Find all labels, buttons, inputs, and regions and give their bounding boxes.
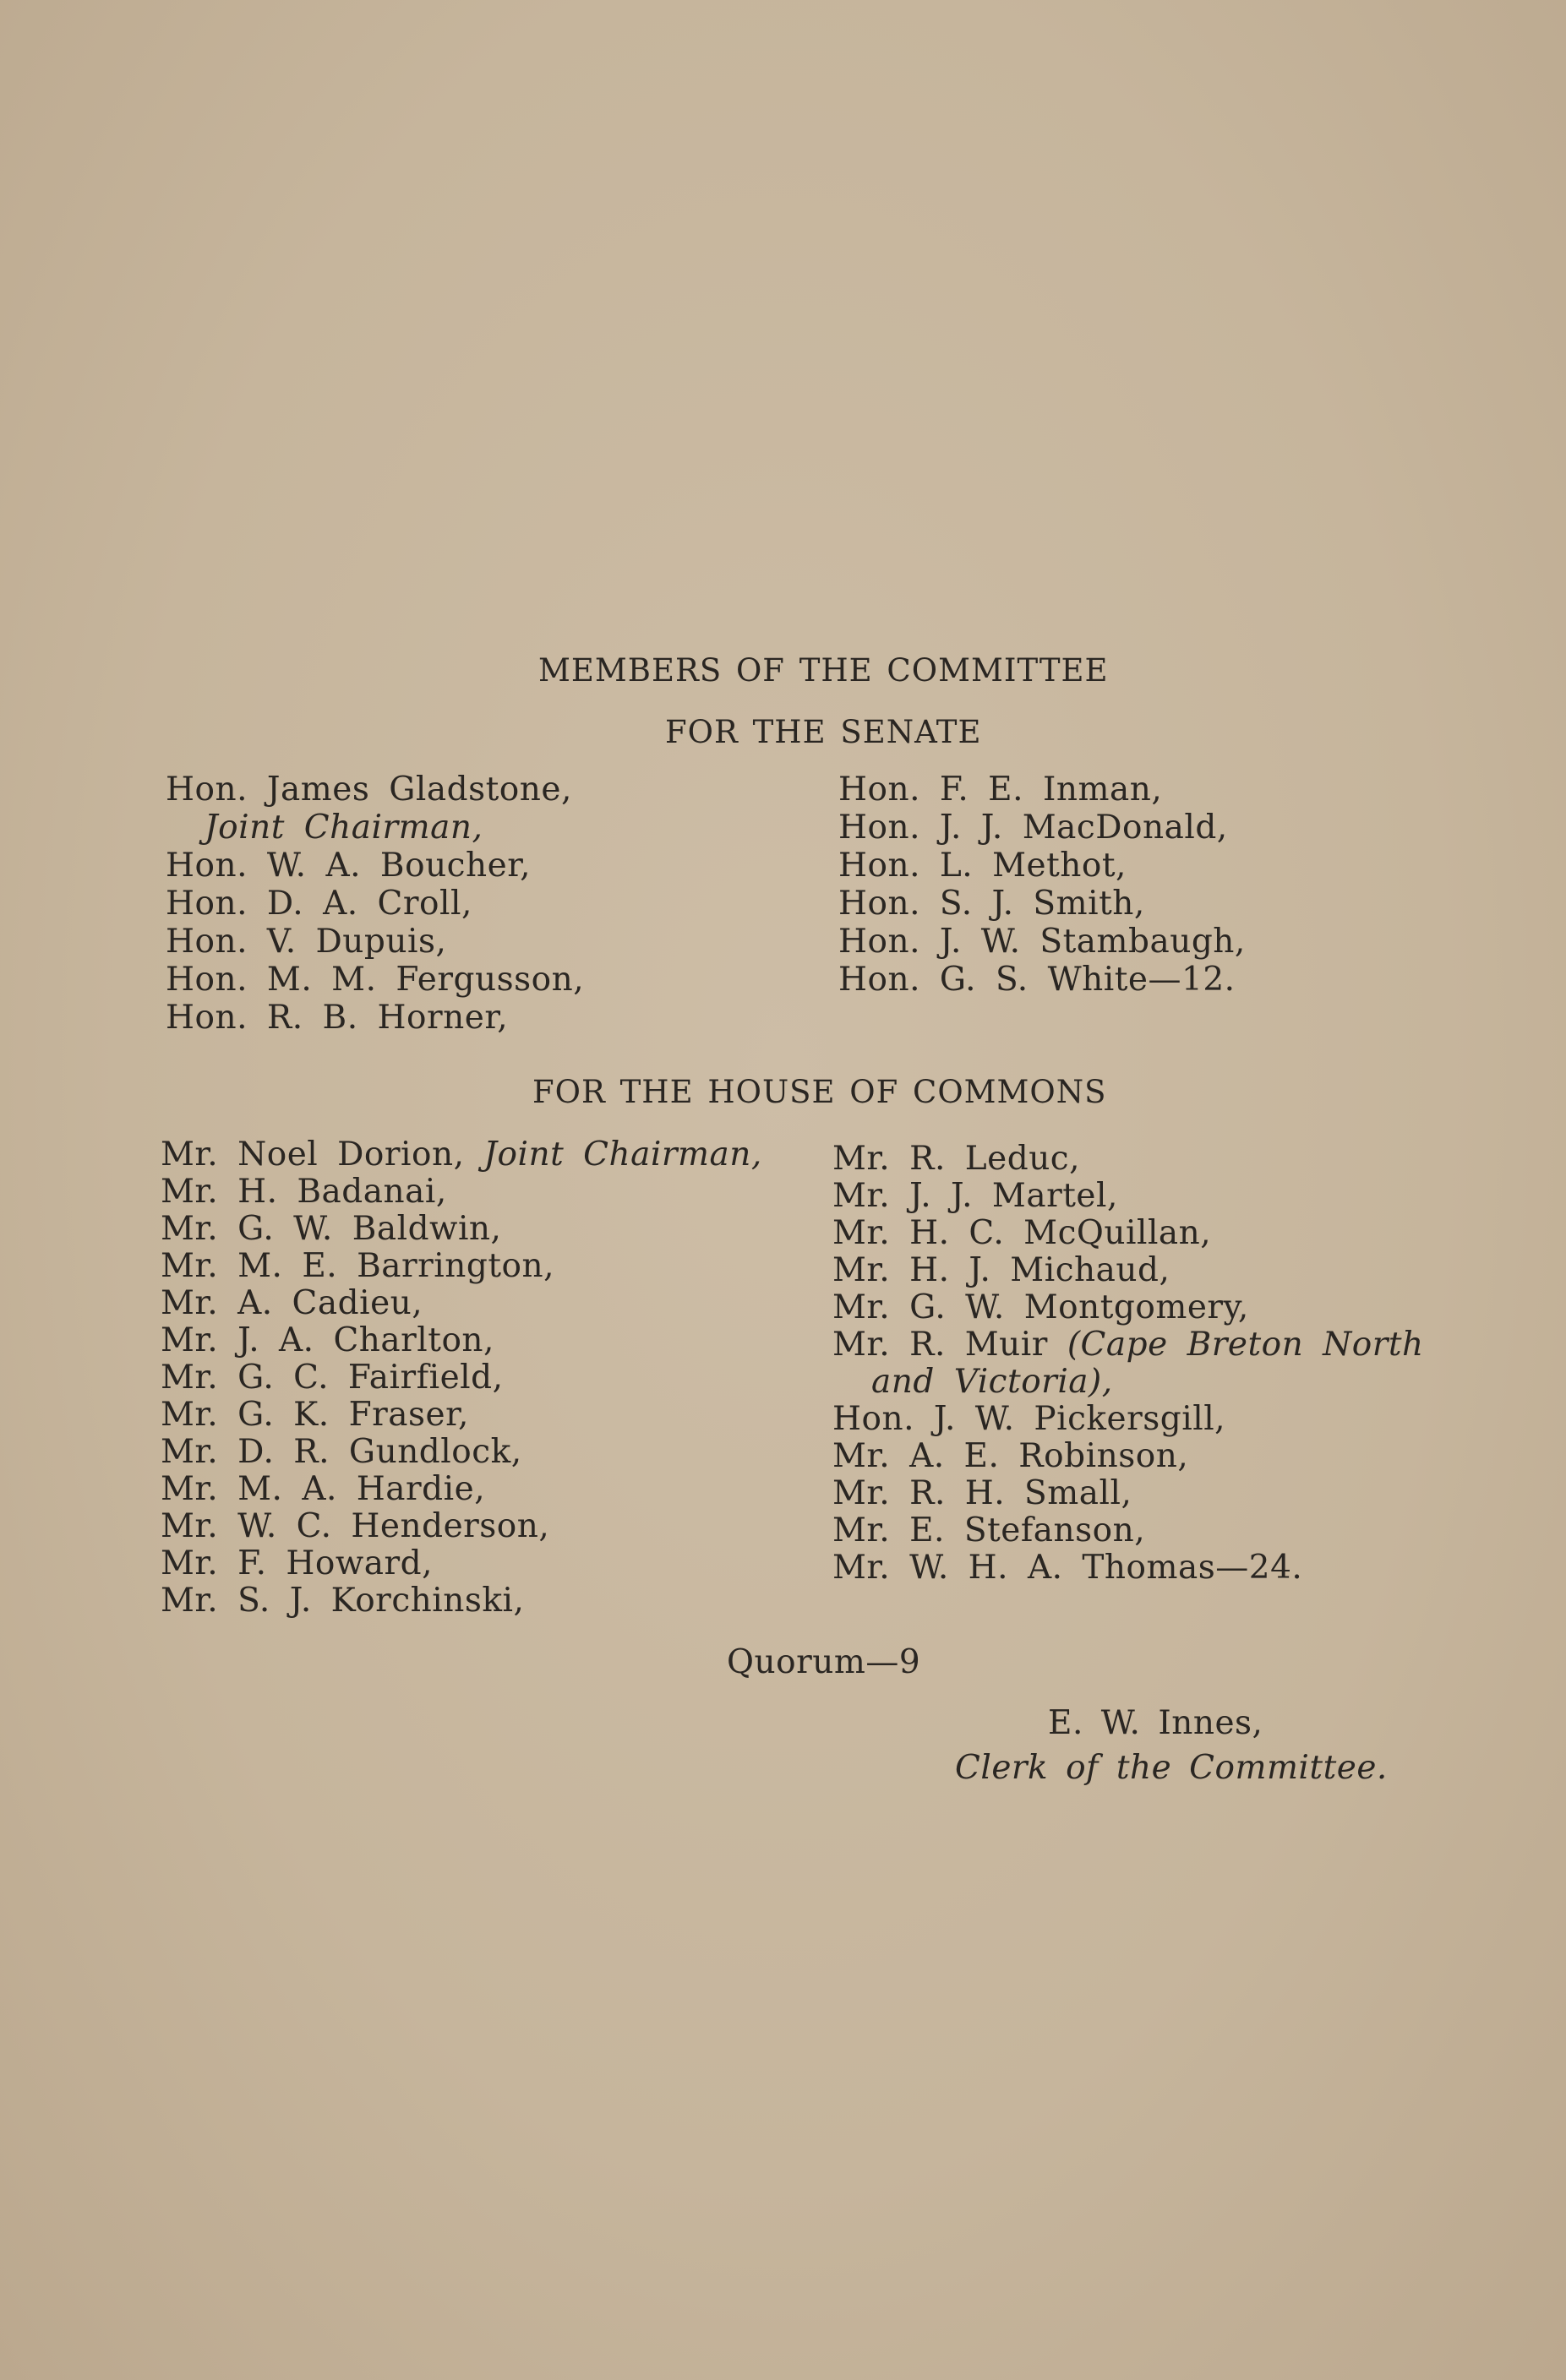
clerk-name: E. W. Innes, [1048,1704,1263,1742]
member-entry: Hon. M. M. Fergusson, [166,961,585,999]
member-entry: Hon. J. W. Pickersgill, [832,1400,1226,1438]
member-entry: Mr. H. Badanai, [161,1173,447,1211]
member-role: Joint Chairman, [205,809,483,847]
member-entry: Mr. R. H. Small, [832,1474,1132,1512]
member-entry: Mr. E. Stefanson, [832,1511,1146,1549]
member-riding: and Victoria), [871,1363,1113,1401]
senate-members-left [166,771,584,1037]
member-entry: Hon. W. A. Boucher, [166,847,531,885]
member-entry: Mr. A. Cadieu, [161,1284,423,1322]
member-entry: Mr. A. E. Robinson, [832,1437,1189,1475]
member-riding: (Cape Breton North [1067,1326,1424,1364]
commons-members-right [832,1141,1424,1587]
senate-members-right [838,771,1246,999]
member-entry: Hon. F. E. Inman, [838,771,1163,809]
member-entry [161,1136,762,1174]
member-entry: Mr. G. C. Fairfield, [161,1359,504,1397]
member-entry: Hon. V. Dupuis, [166,923,447,961]
member-entry: Mr. M. E. Barrington, [161,1247,554,1285]
member-entry: Mr. G. W. Montgomery, [832,1288,1249,1326]
senate-heading: FOR THE SENATE [665,714,982,750]
page-title: MEMBERS OF THE COMMITTEE [538,652,1109,689]
member-entry: Hon. L. Methot, [838,847,1127,885]
member-entry: Mr. W. H. A. Thomas—24. [832,1549,1303,1587]
member-entry: Mr. D. R. Gundlock, [161,1433,522,1471]
member-entry: Mr. R. Leduc, [832,1140,1081,1178]
member-entry: Mr. H. C. McQuillan, [832,1214,1212,1252]
member-entry: Mr. J. A. Charlton, [161,1321,494,1359]
member-entry: Hon. J. W. Stambaugh, [838,923,1246,961]
member-entry: Hon. D. A. Croll, [166,885,472,923]
member-entry: Mr. G. K. Fraser, [161,1396,469,1434]
member-entry: Hon. James Gladstone, [166,771,572,809]
member-name: Mr. R. Muir [832,1326,1048,1364]
member-entry [832,1326,1424,1364]
member-entry: Hon. J. J. MacDonald, [838,809,1228,847]
member-entry: Mr. H. J. Michaud, [832,1251,1170,1289]
member-entry: Mr. J. J. Martel, [832,1177,1118,1215]
member-entry: Mr. G. W. Baldwin, [161,1210,502,1248]
quorum-line: Quorum—9 [727,1643,921,1681]
member-entry: Mr. W. C. Henderson, [161,1507,550,1545]
member-entry: Mr. M. A. Hardie, [161,1470,486,1508]
commons-heading: FOR THE HOUSE OF COMMONS [532,1074,1107,1110]
member-entry: Hon. S. J. Smith, [838,885,1145,923]
clerk-title: Clerk of the Committee. [955,1749,1388,1787]
member-name: Mr. Noel Dorion, [161,1136,465,1174]
member-entry: Hon. G. S. White—12. [838,961,1236,999]
member-entry: Mr. S. J. Korchinski, [161,1582,525,1620]
member-role: Joint Chairman, [483,1136,762,1174]
member-entry: Hon. R. B. Horner, [166,999,509,1037]
member-entry: Mr. F. Howard, [161,1544,433,1582]
commons-members-left [161,1136,762,1620]
